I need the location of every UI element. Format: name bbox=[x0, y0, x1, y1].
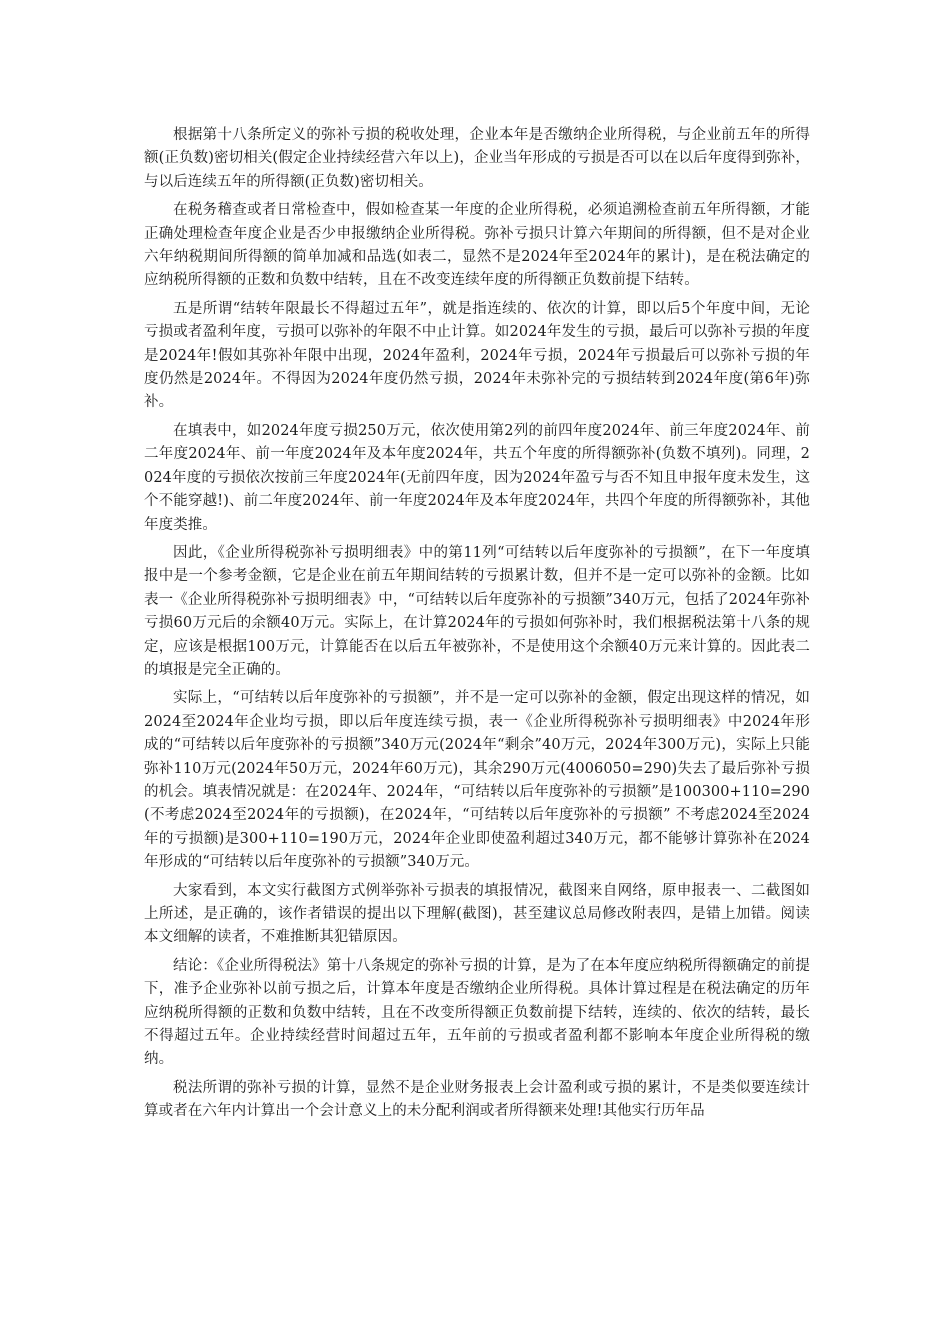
paragraph: 根据第十八条所定义的弥补亏损的税收处理，企业本年是否缴纳企业所得税，与企业前五年的所得额(正负数)密切相关(假定企业持续经营六年以上)，企业当年形成的亏损是否可以在以后年度得到弥补，与以后连续五年的所得额(正负数)密切相关。 bbox=[144, 127, 810, 190]
paragraph: 五是所谓“结转年限最长不得超过五年”，就是指连续的、依次的计算，即以后5个年度中间，无论亏损或者盈利年度，亏损可以弥补的年限不中止计算。如2024年发生的亏损，最后可以弥补亏损的年度是2024年!假如其弥补年限中出现，2024年盈利，2024年亏损，2024年亏损最后可以弥补亏损的年度仍然是2024年。不得因为2024年度仍然亏损，2024年未弥补完的亏损结转到2024年度(第6年)弥补。 bbox=[144, 300, 810, 411]
document-body bbox=[144, 124, 810, 1129]
paragraph: 实际上，“可结转以后年度弥补的亏损额”，并不是一定可以弥补的金额，假定出现这样的情况，如2024至2024年企业均亏损，即以后年度连续亏损，表一《企业所得税弥补亏损明细表》中2024年形成的“可结转以后年度弥补的亏损额”340万元(2024年“剩余”40万元，2024年300万元)，实际上只能弥补110万元(2024年50万元，2024年60万元)，其余290万元(4006050=290)失去了最后弥补亏损的机会。填表情况就是：在2024年、2024年，“可结转以后年度弥补的亏损额”是100300+110=290(不考虑2024至2024年的亏损额)，在2024年，“可结转以后年度弥补的亏损额” 不考虑2024至2024年的亏损额)是300+110=190万元，2024年企业即使盈利超过340万元，都不能够计算弥补在2024年形成的“可结转以后年度弥补的亏损额”340万元。 bbox=[144, 690, 810, 871]
paragraph: 结论：《企业所得税法》第十八条规定的弥补亏损的计算，是为了在本年度应纳税所得额确定的前提下，准予企业弥补以前亏损之后，计算本年度是否缴纳企业所得税。具体计算过程是在税法确定的历年应纳税所得额的正数和负数中结转，且在不改变所得额正负数前提下结转，连续的、依次的结转，最长不得超过五年。企业持续经营时间超过五年，五年前的亏损或者盈利都不影响本年度企业所得税的缴纳。 bbox=[144, 957, 810, 1068]
paragraph: 因此，《企业所得税弥补亏损明细表》中的第11列“可结转以后年度弥补的亏损额”，在下一年度填报中是一个参考金额，它是企业在前五年期间结转的亏损累计数，但并不是一定可以弥补的金额。比如表一《企业所得税弥补亏损明细表》中，“可结转以后年度弥补的亏损额”340万元，包括了2024年弥补亏损60万元后的余额40万元。实际上，在计算2024年的亏损如何弥补时，我们根据税法第十八条的规定，应该是根据100万元，计算能否在以后五年被弥补，不是使用这个余额40万元来计算的。因此表二的填报是完全正确的。 bbox=[144, 544, 810, 678]
paragraph: 在填表中，如2024年度亏损250万元，依次使用第2列的前四年度2024年、前三年度2024年、前二年度2024年、前一年度2024年及本年度2024年，共五个年度的所得额弥补(负数不填列)。同理，2024年度的亏损依次按前三年度2024年(无前四年度，因为2024年盈亏与否不知且申报年度未发生，这个不能穿越!)、前二年度2024年、前一年度2024年及本年度2024年，共四个年度的所得额弥补，其他年度类推。 bbox=[144, 422, 810, 533]
paragraph: 税法所谓的弥补亏损的计算，显然不是企业财务报表上会计盈利或亏损的累计，不是类似要连续计算或者在六年内计算出一个会计意义上的未分配利润或者所得额来处理!其他实行历年品 bbox=[144, 1079, 810, 1120]
paragraph: 在税务稽查或者日常检查中，假如检查某一年度的企业所得税，必须追溯检查前五年所得额，才能正确处理检查年度企业是否少申报缴纳企业所得税。弥补亏损只计算六年期间的所得额，但不是对企业六年纳税期间所得额的简单加减和品选(如表二，显然不是2024年至2024年的累计)，是在税法确定的应纳税所得额的正数和负数中结转，且在不改变连续年度的所得额正负数前提下结转。 bbox=[144, 202, 810, 289]
paragraph: 大家看到，本文实行截图方式例举弥补亏损表的填报情况，截图来自网络，原申报表一、二截图如上所述，是正确的，该作者错误的提出以下理解(截图)，甚至建议总局修改附表四，是错上加错。阅读本文细解的读者，不难推断其犯错原因。 bbox=[144, 882, 810, 946]
